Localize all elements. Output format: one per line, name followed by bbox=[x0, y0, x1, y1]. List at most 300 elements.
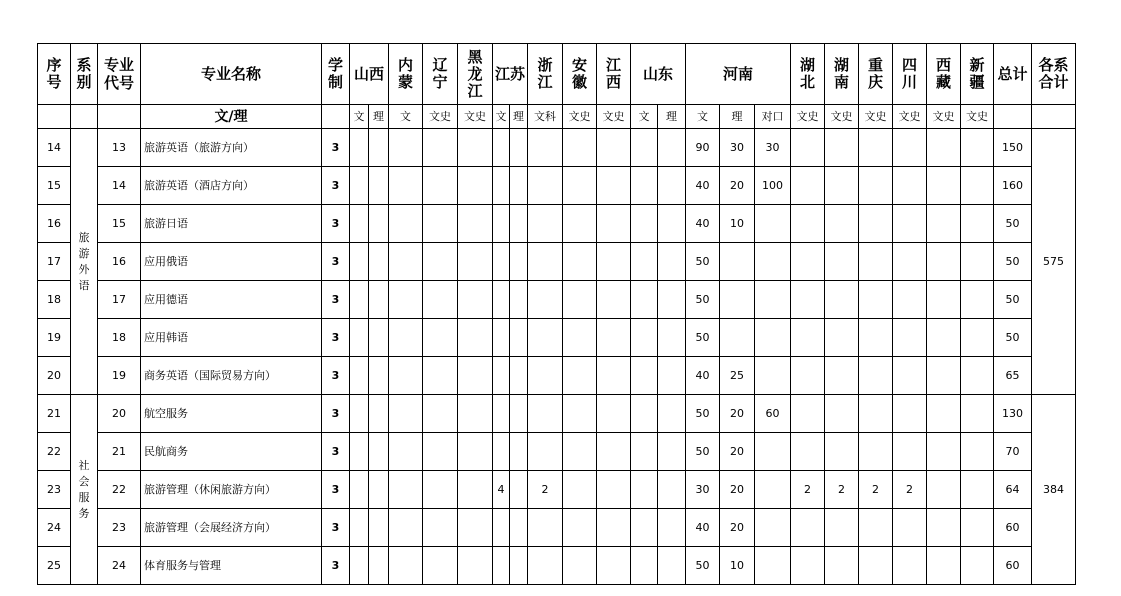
row-quota-cell bbox=[563, 319, 597, 357]
row-quota-cell bbox=[825, 129, 859, 167]
subheader-track: 对口 bbox=[755, 105, 791, 129]
row-quota-cell bbox=[927, 547, 961, 585]
row-seq: 24 bbox=[38, 509, 71, 547]
row-quota-cell bbox=[563, 243, 597, 281]
row-quota-cell bbox=[528, 319, 563, 357]
row-quota-cell bbox=[458, 357, 493, 395]
row-quota-cell bbox=[631, 243, 658, 281]
row-quota-cell bbox=[755, 205, 791, 243]
row-quota-cell bbox=[597, 471, 631, 509]
row-quota-cell bbox=[458, 129, 493, 167]
table-row bbox=[38, 395, 1076, 433]
subheader-track: 文史 bbox=[927, 105, 961, 129]
row-quota-cell bbox=[927, 471, 961, 509]
row-quota-cell bbox=[961, 357, 994, 395]
row-quota-cell bbox=[825, 167, 859, 205]
row-quota-cell: 20 bbox=[720, 509, 755, 547]
row-quota-cell: 30 bbox=[720, 129, 755, 167]
row-quota-cell: 2 bbox=[893, 471, 927, 509]
row-code: 21 bbox=[98, 433, 141, 471]
dept-name: 社会服务 bbox=[78, 458, 90, 520]
table-row bbox=[38, 547, 1076, 585]
row-quota-cell bbox=[859, 433, 893, 471]
row-quota-cell: 40 bbox=[686, 357, 720, 395]
row-quota-cell bbox=[350, 433, 369, 471]
row-quota-cell bbox=[458, 547, 493, 585]
row-major-name: 旅游管理（休闲旅游方向） bbox=[141, 471, 322, 509]
row-quota-cell: 20 bbox=[720, 167, 755, 205]
row-quota-cell bbox=[720, 243, 755, 281]
subheader-track: 文 bbox=[350, 105, 369, 129]
row-quota-cell bbox=[825, 395, 859, 433]
row-major-name: 应用德语 bbox=[141, 281, 322, 319]
subheader-blank bbox=[71, 105, 98, 129]
row-quota-cell bbox=[859, 243, 893, 281]
row-quota-cell bbox=[369, 205, 389, 243]
row-quota-cell: 25 bbox=[720, 357, 755, 395]
row-quota-cell bbox=[658, 281, 686, 319]
row-quota-cell bbox=[961, 319, 994, 357]
row-quota-cell bbox=[389, 243, 423, 281]
row-quota-cell bbox=[369, 547, 389, 585]
row-duration: 3 bbox=[322, 243, 350, 281]
row-total: 160 bbox=[994, 167, 1032, 205]
header-province-shanxi: 山西 bbox=[350, 44, 389, 105]
row-quota-cell bbox=[423, 547, 458, 585]
subheader-track: 文史 bbox=[563, 105, 597, 129]
row-quota-cell bbox=[893, 167, 927, 205]
row-quota-cell bbox=[458, 205, 493, 243]
row-quota-cell bbox=[493, 319, 510, 357]
row-quota-cell bbox=[458, 167, 493, 205]
row-total: 60 bbox=[994, 547, 1032, 585]
row-quota-cell bbox=[493, 357, 510, 395]
header-province-hunan: 湖南 bbox=[825, 44, 859, 105]
row-quota-cell bbox=[859, 129, 893, 167]
row-quota-cell bbox=[528, 243, 563, 281]
row-quota-cell: 20 bbox=[720, 433, 755, 471]
header-province-xizang: 西藏 bbox=[927, 44, 961, 105]
row-quota-cell bbox=[631, 319, 658, 357]
row-code: 22 bbox=[98, 471, 141, 509]
table-row bbox=[38, 433, 1076, 471]
row-quota-cell bbox=[350, 509, 369, 547]
header-province-liaoning: 辽宁 bbox=[423, 44, 458, 105]
row-quota-cell bbox=[389, 129, 423, 167]
row-quota-cell bbox=[755, 243, 791, 281]
row-code: 14 bbox=[98, 167, 141, 205]
subheader-track: 文史 bbox=[825, 105, 859, 129]
subheader-row bbox=[38, 105, 1076, 129]
row-total: 50 bbox=[994, 243, 1032, 281]
row-quota-cell bbox=[893, 243, 927, 281]
row-quota-cell bbox=[423, 281, 458, 319]
header-province-jiangsu: 江苏 bbox=[493, 44, 528, 105]
row-quota-cell bbox=[791, 167, 825, 205]
row-code: 19 bbox=[98, 357, 141, 395]
row-quota-cell bbox=[927, 395, 961, 433]
row-quota-cell bbox=[658, 509, 686, 547]
row-quota-cell bbox=[389, 547, 423, 585]
row-quota-cell bbox=[658, 205, 686, 243]
header-province-anhui: 安徽 bbox=[563, 44, 597, 105]
row-quota-cell bbox=[859, 509, 893, 547]
row-quota-cell bbox=[389, 281, 423, 319]
row-quota-cell bbox=[755, 281, 791, 319]
row-quota-cell bbox=[597, 357, 631, 395]
row-quota-cell bbox=[350, 129, 369, 167]
table-row bbox=[38, 243, 1076, 281]
row-quota-cell bbox=[927, 281, 961, 319]
row-quota-cell bbox=[369, 471, 389, 509]
subheader-blank bbox=[1032, 105, 1076, 129]
row-quota-cell bbox=[893, 395, 927, 433]
row-quota-cell bbox=[528, 433, 563, 471]
row-quota-cell bbox=[510, 281, 528, 319]
row-quota-cell bbox=[927, 319, 961, 357]
row-quota-cell bbox=[563, 129, 597, 167]
subheader-track: 文史 bbox=[597, 105, 631, 129]
row-quota-cell bbox=[961, 205, 994, 243]
row-quota-cell bbox=[493, 205, 510, 243]
row-quota-cell bbox=[369, 357, 389, 395]
row-quota-cell bbox=[658, 433, 686, 471]
row-quota-cell bbox=[791, 357, 825, 395]
row-quota-cell bbox=[458, 433, 493, 471]
row-quota-cell bbox=[597, 129, 631, 167]
table-row bbox=[38, 167, 1076, 205]
subheader-track: 文史 bbox=[859, 105, 893, 129]
subheader-track: 文史 bbox=[423, 105, 458, 129]
row-code: 17 bbox=[98, 281, 141, 319]
row-quota-cell: 50 bbox=[686, 547, 720, 585]
row-quota-cell bbox=[658, 357, 686, 395]
row-quota-cell bbox=[563, 167, 597, 205]
row-quota-cell bbox=[825, 509, 859, 547]
subheader-track: 文 bbox=[493, 105, 510, 129]
row-quota-cell bbox=[927, 509, 961, 547]
row-quota-cell bbox=[389, 167, 423, 205]
row-quota-cell: 4 bbox=[493, 471, 510, 509]
row-quota-cell bbox=[791, 547, 825, 585]
row-quota-cell bbox=[658, 547, 686, 585]
row-quota-cell bbox=[563, 357, 597, 395]
row-quota-cell bbox=[389, 319, 423, 357]
row-total: 50 bbox=[994, 319, 1032, 357]
row-quota-cell bbox=[597, 509, 631, 547]
row-quota-cell bbox=[859, 395, 893, 433]
row-quota-cell bbox=[528, 205, 563, 243]
header-province-zhejiang: 浙江 bbox=[528, 44, 563, 105]
row-major-name: 旅游英语（旅游方向） bbox=[141, 129, 322, 167]
row-quota-cell bbox=[510, 471, 528, 509]
row-quota-cell bbox=[755, 509, 791, 547]
row-code: 16 bbox=[98, 243, 141, 281]
row-quota-cell: 10 bbox=[720, 547, 755, 585]
row-duration: 3 bbox=[322, 281, 350, 319]
row-quota-cell bbox=[597, 547, 631, 585]
row-quota-cell: 2 bbox=[825, 471, 859, 509]
subheader-track: 文史 bbox=[791, 105, 825, 129]
row-quota-cell bbox=[369, 281, 389, 319]
row-quota-cell bbox=[893, 281, 927, 319]
dept-total: 575 bbox=[1032, 129, 1076, 395]
header-row bbox=[38, 44, 1076, 105]
subheader-track: 文史 bbox=[893, 105, 927, 129]
row-quota-cell bbox=[791, 205, 825, 243]
header-province-hubei: 湖北 bbox=[791, 44, 825, 105]
row-quota-cell: 40 bbox=[686, 509, 720, 547]
row-quota-cell bbox=[893, 129, 927, 167]
row-quota-cell bbox=[510, 129, 528, 167]
row-quota-cell bbox=[423, 433, 458, 471]
row-quota-cell: 50 bbox=[686, 319, 720, 357]
row-quota-cell bbox=[528, 395, 563, 433]
row-quota-cell bbox=[720, 319, 755, 357]
row-quota-cell bbox=[631, 509, 658, 547]
row-quota-cell bbox=[350, 205, 369, 243]
row-quota-cell bbox=[423, 471, 458, 509]
row-quota-cell bbox=[563, 281, 597, 319]
header-total: 总计 bbox=[994, 44, 1032, 105]
row-quota-cell: 90 bbox=[686, 129, 720, 167]
row-duration: 3 bbox=[322, 471, 350, 509]
row-quota-cell bbox=[791, 281, 825, 319]
row-quota-cell bbox=[791, 395, 825, 433]
row-quota-cell bbox=[423, 319, 458, 357]
row-quota-cell bbox=[927, 205, 961, 243]
row-quota-cell bbox=[350, 395, 369, 433]
row-quota-cell bbox=[423, 167, 458, 205]
row-quota-cell bbox=[423, 395, 458, 433]
row-duration: 3 bbox=[322, 547, 350, 585]
row-duration: 3 bbox=[322, 433, 350, 471]
row-quota-cell bbox=[631, 281, 658, 319]
subheader-track: 文 bbox=[631, 105, 658, 129]
row-quota-cell bbox=[791, 129, 825, 167]
row-quota-cell bbox=[528, 167, 563, 205]
table-row bbox=[38, 357, 1076, 395]
row-quota-cell bbox=[510, 243, 528, 281]
row-quota-cell bbox=[369, 433, 389, 471]
row-quota-cell bbox=[493, 547, 510, 585]
header-province-shandong: 山东 bbox=[631, 44, 686, 105]
row-quota-cell: 60 bbox=[755, 395, 791, 433]
row-duration: 3 bbox=[322, 167, 350, 205]
row-quota-cell bbox=[458, 471, 493, 509]
row-seq: 23 bbox=[38, 471, 71, 509]
row-quota-cell bbox=[658, 129, 686, 167]
row-quota-cell bbox=[859, 357, 893, 395]
row-seq: 17 bbox=[38, 243, 71, 281]
row-quota-cell bbox=[893, 509, 927, 547]
row-quota-cell bbox=[493, 167, 510, 205]
row-quota-cell bbox=[597, 281, 631, 319]
row-quota-cell bbox=[720, 281, 755, 319]
row-quota-cell bbox=[423, 357, 458, 395]
row-quota-cell: 2 bbox=[859, 471, 893, 509]
row-quota-cell bbox=[755, 547, 791, 585]
row-total: 130 bbox=[994, 395, 1032, 433]
table-row bbox=[38, 509, 1076, 547]
row-quota-cell bbox=[631, 471, 658, 509]
row-seq: 16 bbox=[38, 205, 71, 243]
row-quota-cell bbox=[859, 319, 893, 357]
row-quota-cell bbox=[859, 205, 893, 243]
subheader-track: 理 bbox=[369, 105, 389, 129]
row-quota-cell bbox=[658, 319, 686, 357]
row-quota-cell bbox=[658, 167, 686, 205]
header-province-chongqing: 重庆 bbox=[859, 44, 893, 105]
row-quota-cell bbox=[631, 395, 658, 433]
row-quota-cell bbox=[825, 357, 859, 395]
subheader-track: 理 bbox=[720, 105, 755, 129]
enrollment-plan-table bbox=[37, 43, 1076, 585]
row-quota-cell bbox=[961, 509, 994, 547]
row-quota-cell bbox=[350, 167, 369, 205]
header-province-sichuan: 四川 bbox=[893, 44, 927, 105]
row-quota-cell bbox=[631, 547, 658, 585]
row-quota-cell bbox=[893, 547, 927, 585]
row-quota-cell bbox=[563, 395, 597, 433]
row-quota-cell bbox=[563, 471, 597, 509]
row-quota-cell bbox=[631, 433, 658, 471]
row-major-name: 旅游日语 bbox=[141, 205, 322, 243]
row-total: 50 bbox=[994, 281, 1032, 319]
row-quota-cell bbox=[528, 547, 563, 585]
header-dept-total: 各系合计 bbox=[1032, 44, 1076, 105]
row-quota-cell bbox=[631, 357, 658, 395]
row-quota-cell bbox=[893, 205, 927, 243]
row-quota-cell bbox=[791, 433, 825, 471]
row-quota-cell bbox=[859, 281, 893, 319]
row-quota-cell bbox=[927, 243, 961, 281]
row-seq: 15 bbox=[38, 167, 71, 205]
row-duration: 3 bbox=[322, 319, 350, 357]
subheader-track: 文 bbox=[686, 105, 720, 129]
row-quota-cell bbox=[563, 433, 597, 471]
row-total: 64 bbox=[994, 471, 1032, 509]
row-quota-cell: 50 bbox=[686, 433, 720, 471]
dept-name-cell bbox=[71, 395, 98, 585]
row-seq: 18 bbox=[38, 281, 71, 319]
row-quota-cell bbox=[927, 357, 961, 395]
row-quota-cell bbox=[458, 243, 493, 281]
row-quota-cell bbox=[825, 205, 859, 243]
row-quota-cell bbox=[893, 433, 927, 471]
row-quota-cell bbox=[563, 509, 597, 547]
row-seq: 21 bbox=[38, 395, 71, 433]
row-code: 18 bbox=[98, 319, 141, 357]
row-quota-cell bbox=[563, 205, 597, 243]
row-quota-cell bbox=[528, 357, 563, 395]
row-seq: 25 bbox=[38, 547, 71, 585]
row-quota-cell bbox=[927, 167, 961, 205]
row-quota-cell bbox=[458, 509, 493, 547]
row-quota-cell bbox=[493, 281, 510, 319]
row-seq: 20 bbox=[38, 357, 71, 395]
row-quota-cell bbox=[927, 433, 961, 471]
row-quota-cell bbox=[825, 547, 859, 585]
row-code: 15 bbox=[98, 205, 141, 243]
row-total: 60 bbox=[994, 509, 1032, 547]
row-code: 24 bbox=[98, 547, 141, 585]
row-quota-cell bbox=[658, 471, 686, 509]
row-quota-cell bbox=[961, 129, 994, 167]
row-quota-cell bbox=[510, 509, 528, 547]
row-duration: 3 bbox=[322, 129, 350, 167]
row-quota-cell bbox=[458, 395, 493, 433]
row-quota-cell bbox=[350, 281, 369, 319]
row-seq: 14 bbox=[38, 129, 71, 167]
row-quota-cell bbox=[597, 395, 631, 433]
row-quota-cell bbox=[825, 281, 859, 319]
row-major-name: 商务英语（国际贸易方向） bbox=[141, 357, 322, 395]
row-total: 50 bbox=[994, 205, 1032, 243]
row-quota-cell bbox=[350, 547, 369, 585]
row-quota-cell: 40 bbox=[686, 167, 720, 205]
row-quota-cell bbox=[493, 129, 510, 167]
row-quota-cell bbox=[493, 509, 510, 547]
row-quota-cell bbox=[510, 205, 528, 243]
row-quota-cell bbox=[350, 243, 369, 281]
row-quota-cell bbox=[631, 129, 658, 167]
row-quota-cell bbox=[755, 433, 791, 471]
row-quota-cell: 10 bbox=[720, 205, 755, 243]
row-quota-cell bbox=[658, 243, 686, 281]
row-quota-cell bbox=[369, 167, 389, 205]
row-major-name: 航空服务 bbox=[141, 395, 322, 433]
row-quota-cell bbox=[961, 281, 994, 319]
row-quota-cell bbox=[389, 471, 423, 509]
row-quota-cell bbox=[961, 471, 994, 509]
row-major-name: 体育服务与管理 bbox=[141, 547, 322, 585]
header-province-xinjiang: 新疆 bbox=[961, 44, 994, 105]
row-quota-cell bbox=[859, 547, 893, 585]
row-quota-cell bbox=[961, 395, 994, 433]
row-duration: 3 bbox=[322, 357, 350, 395]
row-quota-cell bbox=[510, 433, 528, 471]
row-quota-cell bbox=[493, 433, 510, 471]
row-quota-cell bbox=[927, 129, 961, 167]
row-code: 13 bbox=[98, 129, 141, 167]
subheader-track: 理 bbox=[658, 105, 686, 129]
row-quota-cell bbox=[791, 509, 825, 547]
row-code: 20 bbox=[98, 395, 141, 433]
dept-total: 384 bbox=[1032, 395, 1076, 585]
row-quota-cell: 50 bbox=[686, 281, 720, 319]
row-seq: 19 bbox=[38, 319, 71, 357]
subheader-blank bbox=[98, 105, 141, 129]
row-quota-cell bbox=[597, 243, 631, 281]
table-row bbox=[38, 319, 1076, 357]
row-total: 70 bbox=[994, 433, 1032, 471]
row-duration: 3 bbox=[322, 395, 350, 433]
subheader-track: 文史 bbox=[961, 105, 994, 129]
row-quota-cell bbox=[825, 319, 859, 357]
row-quota-cell bbox=[791, 319, 825, 357]
row-major-name: 应用韩语 bbox=[141, 319, 322, 357]
dept-name-cell bbox=[71, 129, 98, 395]
row-quota-cell bbox=[510, 395, 528, 433]
row-quota-cell: 30 bbox=[755, 129, 791, 167]
row-quota-cell: 30 bbox=[686, 471, 720, 509]
row-quota-cell bbox=[631, 205, 658, 243]
row-quota-cell bbox=[893, 319, 927, 357]
row-quota-cell bbox=[961, 243, 994, 281]
header-dept: 系别 bbox=[71, 44, 98, 105]
row-quota-cell bbox=[389, 205, 423, 243]
